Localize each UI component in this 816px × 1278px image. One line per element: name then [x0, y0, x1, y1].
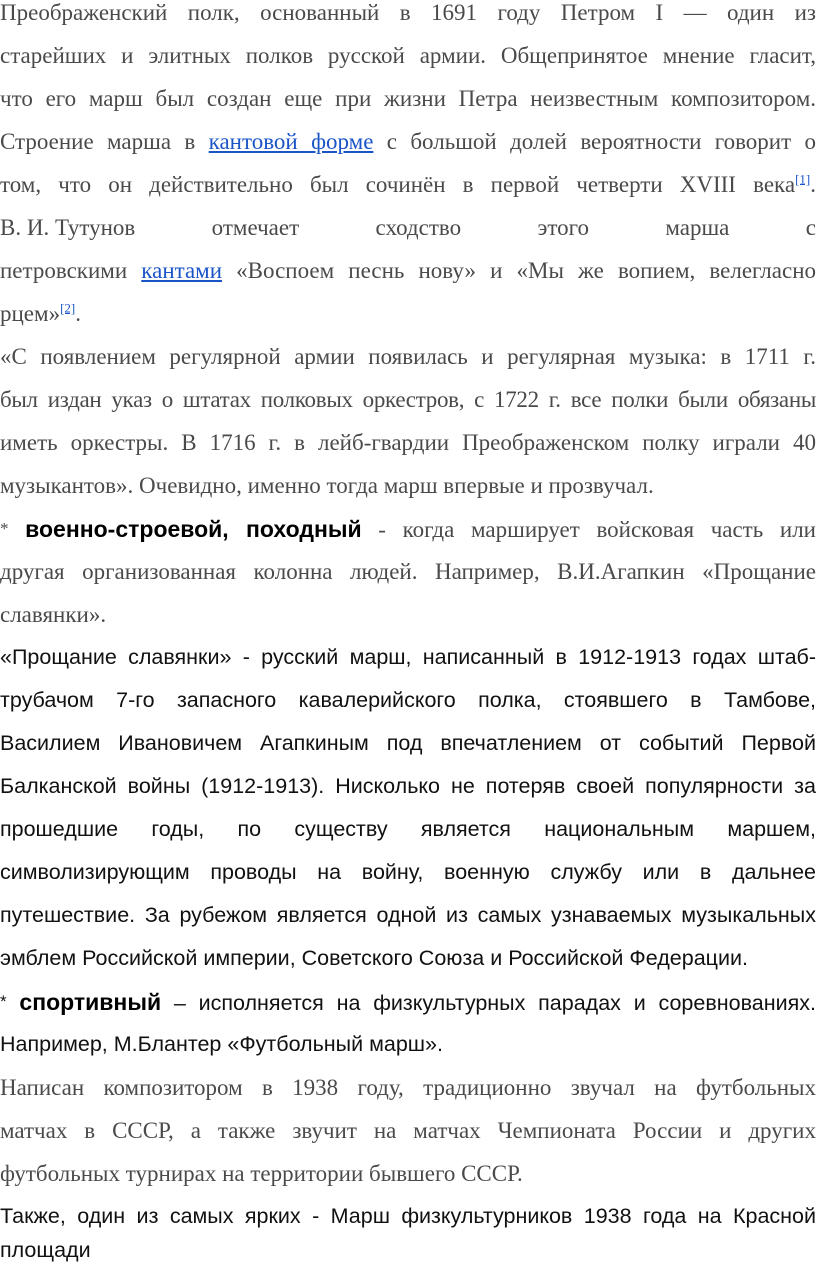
p4-line-6: символизирующим проводы на войну, военную службу или в дальнее [0, 860, 816, 884]
p2-line-1: «С появлением регулярной армии появилась и регулярная музыка: в 1711 г. [0, 344, 816, 369]
p1-line-6-w3: сходство [375, 215, 462, 240]
p4-line-5: прошедшие годы, по существу является национальным маршем, [0, 817, 816, 841]
p1-line-3: что его марш был создан еще при жизни Петра неизвестным композитором. [0, 86, 816, 111]
p4-line-2: трубачом 7-го запасного кавалерийского полка, стоявшего в Тамбове, [0, 688, 816, 712]
p4-line-3: Василием Ивановичем Агапкиным под впечатлением от событий Первой [0, 731, 816, 755]
p1-line-8-b: . [75, 301, 81, 326]
p4-line-1: «Прощание славянки» - русский марш, написанный в 1912-1913 годах штаб- [0, 645, 816, 669]
p1-line-8-a: рцем» [0, 301, 61, 326]
p2-line-3: иметь оркестры. В 1716 г. в лейб-гвардии Преображенском полку играли 40 [0, 430, 816, 455]
p7-line-1: Также, один из самых ярких - Марш физкультурников 1938 года на Красной [0, 1204, 816, 1228]
p3-line-3: славянки». [0, 602, 107, 627]
p1-line-4 [0, 129, 816, 169]
p1-line-5-a: том, что он действительно был сочинён в первой четверти XVIII века [0, 172, 796, 197]
p1-line-7-a: петровскими [0, 258, 128, 283]
p1-line-6-w1: В. И. Тутунов [0, 215, 136, 240]
bullet-star: * [0, 992, 7, 1011]
p1-line-6-w4: этого [537, 215, 589, 240]
p1-line-7 [0, 258, 816, 298]
p6-line-1: Написан композитором в 1938 году, традиционно звучал на футбольных [0, 1075, 816, 1100]
p5-line-1 [0, 989, 816, 1029]
link-kanty[interactable]: кантами [141, 258, 223, 283]
p1-line-2: старейших и элитных полков русской армии. Общепринятое мнение гласит, [0, 43, 816, 68]
p2-line-4: музыкантов». Очевидно, именно тогда марш впервые и прозвучал. [0, 473, 654, 498]
p5-line-1-rest: – исполняется на физкультурных парадах и соревнованиях. [173, 991, 816, 1015]
link-kantovaya-forma[interactable]: кантовой форме [208, 129, 374, 154]
p1-line-5 [0, 172, 816, 212]
p1-line-6-w6: с [805, 215, 816, 240]
p6-line-2: матчах в СССР, а также звучит на матчах Чемпионата России и других [0, 1118, 816, 1143]
p1-line-6-w5: марша [665, 215, 730, 240]
bullet-star: * [0, 519, 9, 538]
p1-line-8 [0, 301, 816, 341]
p3-line-1 [0, 516, 816, 556]
footnote-link-1[interactable]: [1] [795, 171, 811, 187]
p3-line-2: другая организованная колонна людей. Например, В.И.Агапкин «Прощание [0, 559, 816, 584]
p3-line-1-rest: - когда марширует войсковая часть или [378, 517, 816, 542]
p4-line-7: путешествие. За рубежом является одной из самых узнаваемых музыкальных [0, 903, 816, 927]
p2-line-2: был издан указ о штатах полковых оркестров, с 1722 г. все полки были обязаны [0, 387, 816, 412]
p4-line-8: эмблем Российской империи, Советского Союза и Российской Федерации. [0, 946, 748, 970]
p1-line-5-b: . [810, 172, 816, 197]
p6-line-3: футбольных турнирах на территории бывшего СССР. [0, 1161, 523, 1186]
p4-line-4: Балканской войны (1912-1913). Нисколько не потеряв своей популярности за [0, 774, 816, 798]
footnote-link-2[interactable]: [2] [60, 300, 76, 316]
term-sport-march: спортивный [19, 989, 162, 1015]
p1-line-6 [0, 215, 816, 255]
p5-line-2: Например, М.Блантер «Футбольный марш». [0, 1032, 443, 1056]
p1-line-6-w2: отмечает [211, 215, 300, 240]
p1-line-4-b: с большой долей вероятности говорит о [386, 129, 816, 154]
p1-line-1: Преображенский полк, основанный в 1691 году Петром I — один из [0, 0, 816, 25]
p1-line-7-b: «Воспоем песнь нову» и «Мы же вопием, велегласно [236, 258, 816, 283]
p1-line-4-a: Строение марша в [0, 129, 196, 154]
p7-line-2: площади [0, 1238, 91, 1262]
term-military-march: военно-строевой, походный [25, 516, 362, 542]
